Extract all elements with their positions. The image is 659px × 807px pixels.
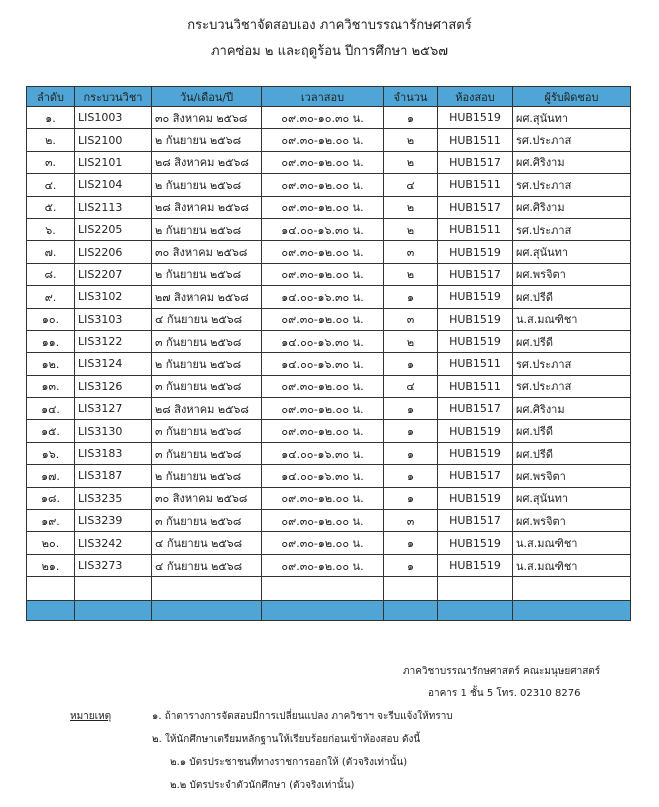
cell-time: ๑๔.๐๐-๑๖.๓๐ น. [262,330,384,352]
cell-date: ๒ กันยายน ๒๕๖๘ [152,465,262,487]
empty-row [27,577,631,601]
cell-no: ๑๔. [27,398,75,420]
table-row [27,308,631,330]
table-row [27,151,631,173]
cell-owner: ผศ.พรจิตา [513,263,631,285]
cell-no: ๑๙. [27,510,75,532]
cell-owner: ผศ.ปรีดี [513,442,631,464]
cell-course: LIS3126 [75,375,152,397]
cell-owner: ผศ.สุนันทา [513,241,631,263]
cell-room: HUB1511 [438,129,513,151]
cell-date: ๓ กันยายน ๒๕๖๘ [152,375,262,397]
table-row [27,263,631,285]
cell-no: ๘. [27,263,75,285]
cell-count: ๑ [384,487,438,509]
cell-count: ๑ [384,532,438,554]
cell-owner: ผศ.สุนันทา [513,487,631,509]
col-header-time: เวลาสอบ [262,87,384,107]
cell-room: HUB1519 [438,554,513,576]
cell-count: ๑ [384,353,438,375]
table-row [27,398,631,420]
note-label: หมายเหตุ [70,711,112,722]
cell-no: ๑๒. [27,353,75,375]
cell-no: ๑๐. [27,308,75,330]
table-row [27,129,631,151]
table-row [27,465,631,487]
table-row [27,554,631,576]
cell-course: LIS3127 [75,398,152,420]
table-row [27,218,631,240]
cell-owner: ผศ.ศิริงาม [513,398,631,420]
cell-time: ๐๙.๓๐-๑๐.๓๐ น. [262,107,384,129]
col-header-owner: ผู้รับผิดชอบ [513,87,631,107]
cell-count: ๑ [384,554,438,576]
cell-owner: ผศ.ปรีดี [513,286,631,308]
cell-no: ๑๓. [27,375,75,397]
cell-time: ๐๙.๓๐-๑๒.๐๐ น. [262,129,384,151]
cell-room: HUB1511 [438,174,513,196]
col-header-date: วัน/เดือน/ปี [152,87,262,107]
cell-no: ๔. [27,174,75,196]
cell-count: ๔ [384,375,438,397]
cell-room: HUB1517 [438,465,513,487]
cell-room: HUB1511 [438,375,513,397]
cell-time: ๐๙.๓๐-๑๒.๐๐ น. [262,263,384,285]
cell-time: ๐๙.๓๐-๑๒.๐๐ น. [262,532,384,554]
cell-course: LIS3239 [75,510,152,532]
cell-no: ๑๖. [27,442,75,464]
cell-no: ๒๑. [27,554,75,576]
cell-time: ๑๔.๐๐-๑๖.๓๐ น. [262,465,384,487]
cell-no: ๑. [27,107,75,129]
cell-date: ๔ กันยายน ๒๕๖๘ [152,308,262,330]
cell-room: HUB1519 [438,487,513,509]
table-row [27,330,631,352]
cell-date: ๒ กันยายน ๒๕๖๘ [152,174,262,196]
table-row [27,286,631,308]
cell-course: LIS2207 [75,263,152,285]
cell-owner: รศ.ประภาส [513,353,631,375]
cell-count: ๔ [384,174,438,196]
note-item: ๑. ถ้าตารางการจัดสอบมีการเปลี่ยนแปลง ภาควิชาฯ จะรีบแจ้งให้ทราบ [152,711,453,722]
cell-course: LIS3103 [75,308,152,330]
cell-count: ๑ [384,286,438,308]
cell-room: HUB1519 [438,241,513,263]
document-subtitle: ภาคซ่อม ๒ และฤดูร้อน ปีการศึกษา ๒๕๖๗ [210,44,448,59]
cell-owner: รศ.ประภาส [513,218,631,240]
cell-date: ๔ กันยายน ๒๕๖๘ [152,532,262,554]
cell-course: LIS3124 [75,353,152,375]
cell-time: ๐๙.๓๐-๑๒.๐๐ น. [262,241,384,263]
cell-owner: รศ.ประภาส [513,129,631,151]
cell-owner: ผศ.พรจิตา [513,510,631,532]
cell-count: ๑ [384,107,438,129]
cell-owner: น.ส.มณฑิชา [513,308,631,330]
cell-date: ๓๐ สิงหาคม ๒๕๖๘ [152,107,262,129]
cell-date: ๔ กันยายน ๒๕๖๘ [152,554,262,576]
cell-course: LIS3273 [75,554,152,576]
col-header-room: ห้องสอบ [438,87,513,107]
cell-date: ๓ กันยายน ๒๕๖๘ [152,510,262,532]
cell-time: ๐๙.๓๐-๑๒.๐๐ น. [262,174,384,196]
department-contact: อาคาร 1 ชั้น 5 โทร. 02310 8276 [428,688,581,699]
note-subitem: ๒.๑ บัตรประชาชนที่ทางราชการออกให้ (ตัวจริงเท่านั้น) [170,757,408,768]
cell-course: LIS3130 [75,420,152,442]
note-subitem: ๒.๒ บัตรประจำตัวนักศึกษา (ตัวจริงเท่านั้น) [170,780,355,791]
cell-date: ๓ กันยายน ๒๕๖๘ [152,420,262,442]
cell-room: HUB1519 [438,308,513,330]
cell-course: LIS2205 [75,218,152,240]
cell-no: ๗. [27,241,75,263]
cell-no: ๒. [27,129,75,151]
cell-time: ๑๔.๐๐-๑๖.๓๐ น. [262,218,384,240]
cell-time: ๐๙.๓๐-๑๒.๐๐ น. [262,487,384,509]
cell-owner: ผศ.ปรีดี [513,420,631,442]
cell-owner: น.ส.มณฑิชา [513,554,631,576]
department-signature: ภาควิชาบรรณารักษศาสตร์ คณะมนุษยศาสตร์ [403,666,601,677]
cell-course: LIS3242 [75,532,152,554]
cell-date: ๒๘ สิงหาคม ๒๕๖๘ [152,151,262,173]
table-row [27,487,631,509]
cell-time: ๐๙.๓๐-๑๒.๐๐ น. [262,398,384,420]
cell-time: ๑๔.๐๐-๑๖.๓๐ น. [262,353,384,375]
cell-course: LIS2100 [75,129,152,151]
cell-owner: ผศ.ปรีดี [513,330,631,352]
cell-count: ๒ [384,263,438,285]
cell-room: HUB1517 [438,398,513,420]
cell-owner: น.ส.มณฑิชา [513,532,631,554]
cell-owner: ผศ.ศิริงาม [513,151,631,173]
cell-date: ๓ กันยายน ๒๕๖๘ [152,442,262,464]
cell-owner: รศ.ประภาส [513,174,631,196]
cell-room: HUB1517 [438,196,513,218]
cell-course: LIS3122 [75,330,152,352]
cell-room: HUB1519 [438,442,513,464]
cell-room: HUB1519 [438,532,513,554]
table-row [27,375,631,397]
cell-time: ๐๙.๓๐-๑๒.๐๐ น. [262,420,384,442]
cell-count: ๑ [384,420,438,442]
table-row [27,420,631,442]
cell-count: ๒ [384,330,438,352]
cell-owner: ผศ.ศิริงาม [513,196,631,218]
cell-count: ๒ [384,151,438,173]
cell-date: ๒ กันยายน ๒๕๖๘ [152,129,262,151]
table-row [27,241,631,263]
cell-course: LIS2113 [75,196,152,218]
cell-date: ๒ กันยายน ๒๕๖๘ [152,263,262,285]
cell-course: LIS2206 [75,241,152,263]
cell-count: ๒ [384,129,438,151]
cell-course: LIS1003 [75,107,152,129]
table-row [27,196,631,218]
cell-date: ๒ กันยายน ๒๕๖๘ [152,353,262,375]
cell-date: ๓๐ สิงหาคม ๒๕๖๘ [152,487,262,509]
cell-course: LIS3235 [75,487,152,509]
cell-time: ๐๙.๓๐-๑๒.๐๐ น. [262,196,384,218]
cell-time: ๑๔.๐๐-๑๖.๓๐ น. [262,286,384,308]
table-row [27,510,631,532]
table-footer-bar [27,601,631,621]
cell-time: ๐๙.๓๐-๑๒.๐๐ น. [262,510,384,532]
cell-time: ๐๙.๓๐-๑๒.๐๐ น. [262,554,384,576]
cell-room: HUB1519 [438,107,513,129]
cell-time: ๐๙.๓๐-๑๒.๐๐ น. [262,375,384,397]
cell-no: ๑๕. [27,420,75,442]
cell-owner: รศ.ประภาส [513,375,631,397]
table-row [27,107,631,129]
cell-room: HUB1511 [438,353,513,375]
cell-count: ๓ [384,510,438,532]
cell-owner: ผศ.พรจิตา [513,465,631,487]
cell-date: ๒ กันยายน ๒๕๖๘ [152,218,262,240]
cell-count: ๑ [384,442,438,464]
cell-no: ๓. [27,151,75,173]
cell-course: LIS2101 [75,151,152,173]
cell-course: LIS3187 [75,465,152,487]
cell-no: ๑๘. [27,487,75,509]
cell-date: ๒๗ สิงหาคม ๒๕๖๘ [152,286,262,308]
cell-count: ๒ [384,218,438,240]
cell-no: ๑๑. [27,330,75,352]
col-header-course: กระบวนวิชา [75,87,152,107]
cell-date: ๓๐ สิงหาคม ๒๕๖๘ [152,241,262,263]
cell-no: ๒๐. [27,532,75,554]
cell-room: HUB1517 [438,263,513,285]
document-title: กระบวนวิชาจัดสอบเอง ภาควิชาบรรณารักษศาสตร์ [187,18,472,33]
cell-no: ๙. [27,286,75,308]
col-header-count: จำนวน [384,87,438,107]
cell-room: HUB1519 [438,286,513,308]
table-row [27,353,631,375]
exam-schedule-table [26,86,631,621]
cell-room: HUB1511 [438,218,513,240]
cell-date: ๒๘ สิงหาคม ๒๕๖๘ [152,196,262,218]
cell-date: ๒๘ สิงหาคม ๒๕๖๘ [152,398,262,420]
col-header-no: ลำดับ [27,87,75,107]
cell-no: ๕. [27,196,75,218]
table-row [27,532,631,554]
cell-no: ๖. [27,218,75,240]
cell-time: ๑๔.๐๐-๑๖.๓๐ น. [262,442,384,464]
cell-room: HUB1517 [438,510,513,532]
cell-date: ๓ กันยายน ๒๕๖๘ [152,330,262,352]
cell-room: HUB1517 [438,151,513,173]
cell-time: ๐๙.๓๐-๑๒.๐๐ น. [262,151,384,173]
table-row [27,174,631,196]
cell-count: ๓ [384,308,438,330]
cell-room: HUB1519 [438,420,513,442]
cell-count: ๑ [384,398,438,420]
cell-course: LIS2104 [75,174,152,196]
table-row [27,442,631,464]
cell-count: ๒ [384,196,438,218]
note-item: ๒. ให้นักศึกษาเตรียมหลักฐานให้เรียบร้อยก่อนเข้าห้องสอบ ดังนี้ [152,734,421,745]
cell-time: ๐๙.๓๐-๑๒.๐๐ น. [262,308,384,330]
cell-course: LIS3102 [75,286,152,308]
cell-owner: ผศ.สุนันทา [513,107,631,129]
cell-count: ๑ [384,465,438,487]
cell-no: ๑๗. [27,465,75,487]
cell-count: ๓ [384,241,438,263]
cell-room: HUB1519 [438,330,513,352]
table-header-row [27,87,631,107]
cell-course: LIS3183 [75,442,152,464]
